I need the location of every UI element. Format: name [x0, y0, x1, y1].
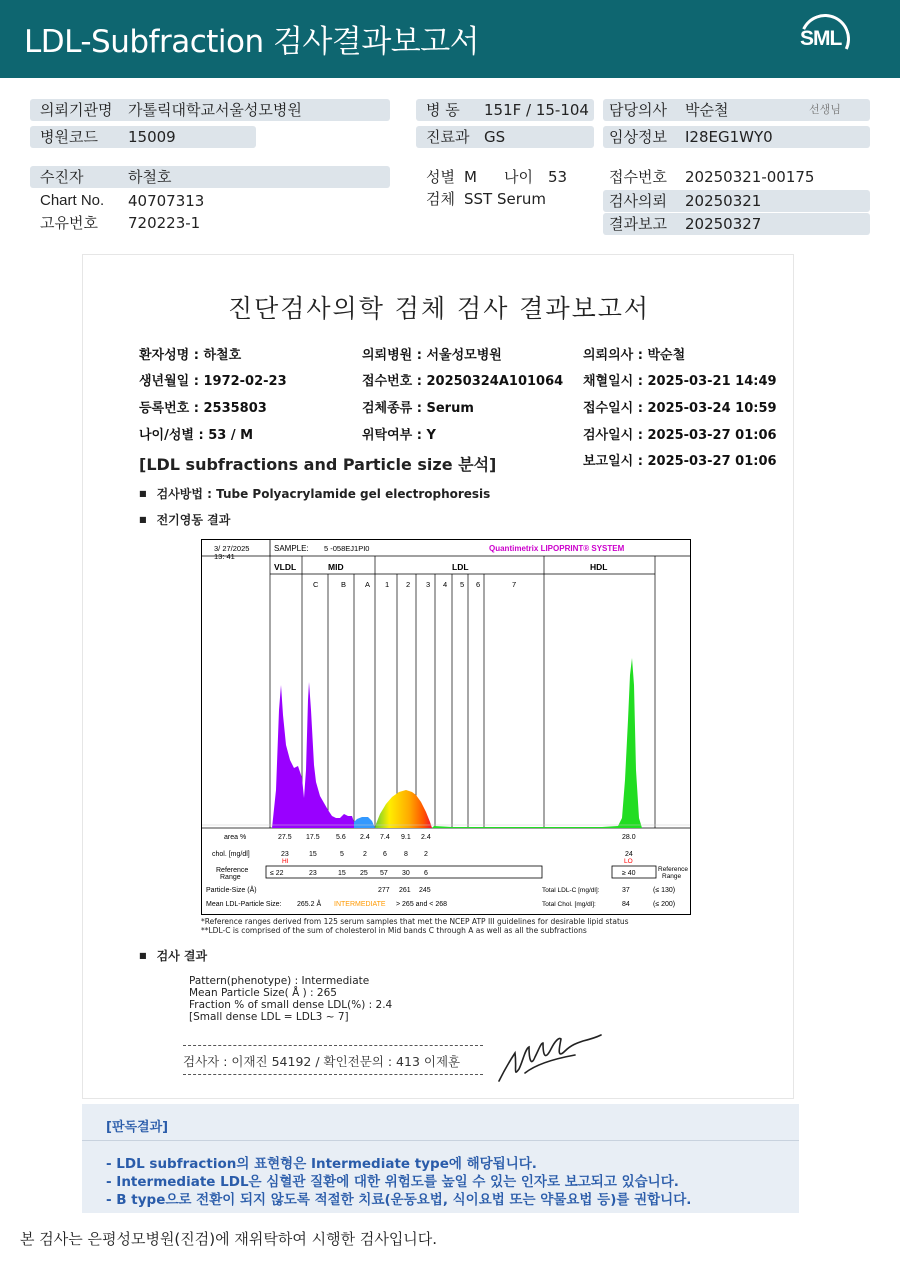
- row-label-reference-right: Reference Range: [658, 866, 688, 880]
- ref-ldl3: 6: [424, 870, 428, 877]
- footer-note: 본 검사는 은평성모병원(진검)에 재위탁하여 시행한 검사입니다.: [20, 1230, 438, 1248]
- band-label-c: C: [313, 580, 319, 589]
- chol-ldl1: 6: [383, 851, 387, 858]
- area-mid-c: 17.5: [306, 834, 320, 841]
- field-receipt-time: 접수일시 : 2025-03-24 10:59: [583, 401, 777, 416]
- group-label-vldl: VLDL: [274, 562, 297, 572]
- area-vldl: 27.5: [278, 834, 292, 841]
- band-label-4: 4: [443, 580, 448, 589]
- chol-ldl3: 2: [424, 851, 428, 858]
- signature-block: [183, 1045, 585, 1075]
- signature-line: 검사자 : 이재진 54192 / 확인전문의 : 413 이제훈: [183, 1054, 461, 1069]
- row-label-area: area %: [224, 834, 247, 841]
- field-hospital: 의뢰병원 : 서울성모병원: [362, 348, 502, 363]
- chart-svg: [202, 540, 691, 915]
- info-row-specimen: 검체 SST Serum: [426, 190, 547, 208]
- doctor-value: 박순철: [685, 101, 729, 119]
- info-row-patient: 수진자 하철호: [30, 166, 390, 188]
- total-chol-label: Total Chol. [mg/dl]:: [542, 901, 596, 908]
- total-ldl-ref: (≤ 130): [653, 887, 676, 894]
- page-title: LDL-Subfraction 검사결과보고서: [24, 24, 480, 60]
- field-age-sex: 나이/성별 : 53 / M: [139, 428, 254, 443]
- chol-mid-c: 15: [309, 851, 317, 858]
- ward-value: 151F / 15-104: [484, 101, 589, 119]
- trace-ldl: [375, 790, 432, 828]
- logo-text: SML: [800, 27, 842, 50]
- sml-logo: [796, 12, 854, 66]
- field-collect-time: 채혈일시 : 2025-03-21 14:49: [583, 374, 777, 389]
- chol-ldl2: 8: [404, 851, 408, 858]
- group-label-mid: MID: [328, 562, 344, 572]
- field-doctor: 의뢰의사 : 박순철: [583, 348, 686, 363]
- info-row-result-report: 결과보고 20250327: [603, 213, 870, 235]
- chart-brand: Quantimetrix LIPOPRINT® SYSTEM: [489, 544, 625, 553]
- judgement-panel: [82, 1104, 799, 1213]
- info-row-clinical: 임상정보 I28EG1WY0: [603, 126, 870, 148]
- total-chol-value: 84: [622, 901, 630, 908]
- area-ldl2: 9.1: [401, 834, 411, 841]
- particle-ldl3: 245: [419, 887, 431, 894]
- area-ldl3: 2.4: [421, 834, 431, 841]
- area-values: [278, 834, 636, 841]
- chol-hdl: 24: [625, 851, 633, 858]
- row-label-reference: Reference Range: [216, 867, 249, 881]
- particle-sizes: [378, 887, 431, 894]
- electro-title: ■ 전기영동 결과: [139, 511, 230, 528]
- row-label-particle: Particle-Size (Å): [206, 887, 257, 894]
- chart-sample-label: SAMPLE:: [274, 544, 309, 553]
- mean-range: > 265 and < 268: [396, 901, 447, 908]
- electrophoresis-chart: [201, 539, 691, 915]
- result-title: ■ 검사 결과: [139, 947, 207, 964]
- institution-value: 가톨릭대학교서울성모병원: [128, 101, 302, 119]
- result-pattern: Pattern(phenotype) : Intermediate: [189, 975, 370, 987]
- area-ldl1: 7.4: [380, 834, 390, 841]
- band-label-6: 6: [476, 580, 481, 589]
- info-row-sex-age: 성별 M 나이 53: [426, 168, 568, 186]
- ref-mid-c: 23: [309, 870, 317, 877]
- area-mid-a: 2.4: [360, 834, 370, 841]
- area-hdl: 28.0: [622, 834, 636, 841]
- field-birth-date: 생년월일 : 1972-02-23: [139, 374, 287, 389]
- judgement-title: [판독결과]: [106, 1120, 169, 1135]
- flag-lo: LO: [624, 858, 633, 865]
- band-separators: [270, 556, 655, 828]
- band-label-3: 3: [426, 580, 431, 589]
- band-label-5: 5: [460, 580, 465, 589]
- info-row-unique-no: 고유번호 720223-1: [40, 214, 201, 232]
- chart-date: 3/ 27/2025 13: 41: [214, 544, 250, 561]
- particle-ldl2: 261: [399, 887, 411, 894]
- band-label-a: A: [365, 580, 371, 589]
- trace-mid-a: [354, 817, 375, 828]
- field-test-time: 검사일시 : 2025-03-27 01:06: [583, 428, 777, 443]
- chol-mid-a: 2: [363, 851, 367, 858]
- judgement-line-3: - B type으로 전환이 되지 않도록 적절한 치료(운동요법, 식이요법 또는 약물요법 등)를 권합니다.: [106, 1192, 692, 1208]
- group-label-hdl: HDL: [590, 562, 608, 572]
- ref-ldl2: 30: [402, 870, 410, 877]
- chart-notes: *Reference ranges derived from 125 serum samples that met the NCEP ATP III guidelines for desirable lipid status **LDL-C is comprised of the sum of cholesterol in Mid bands C through A as well as all the subfractions: [201, 917, 629, 935]
- signature-icon: [495, 1029, 605, 1089]
- total-ldl-label: Total LDL-C [mg/dl]:: [542, 887, 600, 894]
- field-report-time: 보고일시 : 2025-03-27 01:06: [583, 454, 777, 469]
- mean-particle-value: 265.2 Å: [297, 901, 322, 908]
- trace-vldl-mid: [272, 682, 354, 828]
- chol-mid-b: 5: [340, 851, 344, 858]
- chol-values: [281, 851, 633, 858]
- ref-vldl: ≤ 22: [270, 870, 284, 877]
- band-label-2: 2: [406, 580, 411, 589]
- flag-hi: HI: [282, 858, 289, 865]
- band-label-1: 1: [385, 580, 390, 589]
- info-row-doctor: 담당의사 박순철 선생님: [603, 99, 870, 121]
- area-mid-b: 5.6: [336, 834, 346, 841]
- band-label-b: B: [341, 580, 347, 589]
- diagnostic-report: [82, 254, 794, 1099]
- result-small-dense: [Small dense LDL = LDL3 ~ 7]: [189, 1011, 349, 1023]
- ref-mid-b: 15: [338, 870, 346, 877]
- info-row-receipt: 접수번호 20250321-00175: [609, 168, 815, 186]
- report-title: 진단검사의학 검체 검사 결과보고서: [227, 294, 651, 323]
- result-lines: [189, 975, 392, 1023]
- info-row-hospital-code: 병원코드 15009: [30, 126, 256, 148]
- judgement-line-1: - LDL subfraction의 표현형은 Intermediate type에 해당됩니다.: [106, 1156, 537, 1172]
- band-label-7: 7: [512, 580, 517, 589]
- total-ldl-value: 37: [622, 887, 630, 894]
- method-line: ■ 검사방법 : Tube Polyacrylamide gel electrophoresis: [139, 485, 490, 502]
- total-chol-ref: (≤ 200): [653, 901, 676, 908]
- particle-ldl1: 277: [378, 887, 390, 894]
- row-label-chol: chol. [mg/dl]: [212, 851, 250, 858]
- field-registration-no: 등록번호 : 2535803: [139, 401, 267, 416]
- row-label-mean: Mean LDL-Particle Size:: [206, 901, 282, 908]
- info-row-chart-no: Chart No. 40707313: [40, 192, 205, 210]
- header-bar: [0, 0, 900, 78]
- field-patient-name: 환자성명 : 하철호: [139, 348, 242, 363]
- ref-ldl1: 57: [380, 870, 388, 877]
- info-row-ward: 병 동 151F / 15-104: [416, 99, 594, 121]
- info-row-test-request: 검사의뢰 20250321: [603, 190, 870, 212]
- field-receipt-no: 접수번호 : 20250324A101064: [362, 374, 564, 389]
- info-row-institution: 의뢰기관명 가톨릭대학교서울성모병원: [30, 99, 390, 121]
- judgement-line-2: - Intermediate LDL은 심혈관 질환에 대한 위험도를 높일 수 있는 인자로 보고되고 있습니다.: [106, 1174, 679, 1190]
- reference-values: [270, 870, 636, 877]
- section-title: [LDL subfractions and Particle size 분석]: [139, 455, 497, 474]
- info-row-department: 진료과 GS: [416, 126, 594, 148]
- result-fraction: Fraction % of small dense LDL(%) : 2.4: [189, 999, 393, 1011]
- group-label-ldl: LDL: [452, 562, 469, 572]
- chart-sample: 5 -058EJ1PI0: [324, 544, 370, 553]
- ref-hdl: ≥ 40: [622, 870, 636, 877]
- chol-vldl: 23: [281, 851, 289, 858]
- result-mean-size: Mean Particle Size( Å ) : 265: [189, 987, 337, 999]
- ref-mid-a: 25: [360, 870, 368, 877]
- trace-hdl: [432, 658, 642, 828]
- mean-class: INTERMEDIATE: [334, 901, 386, 908]
- field-specimen-type: 검체종류 : Serum: [362, 401, 474, 416]
- field-consignment: 위탁여부 : Y: [362, 428, 436, 443]
